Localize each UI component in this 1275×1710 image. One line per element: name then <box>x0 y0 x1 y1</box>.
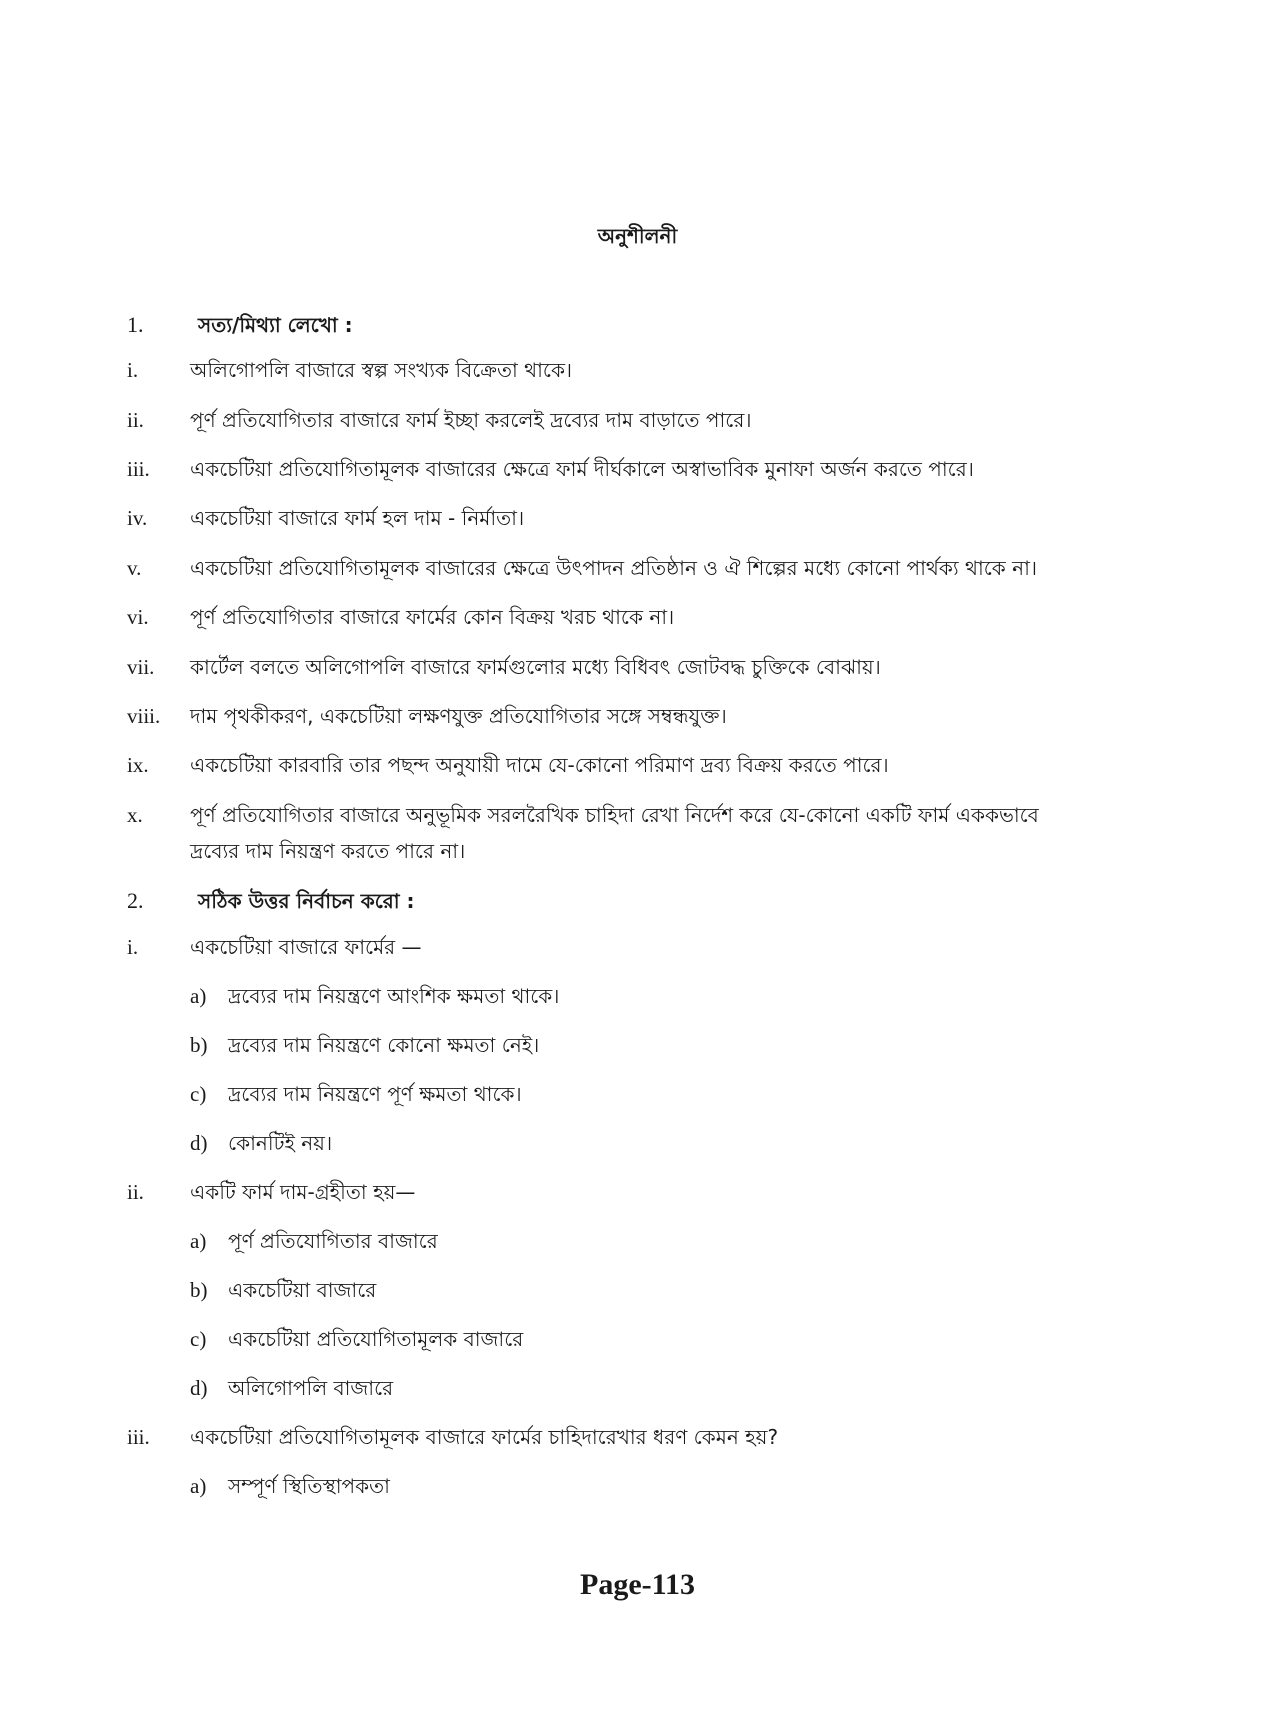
item-text: পূর্ণ প্রতিযোগিতার বাজারে ফার্ম ইচ্ছা করলেই দ্রব্যের দাম বাড়াতে পারে। <box>190 408 752 432</box>
question-text: একচেটিয়া বাজারে ফার্মের — <box>190 935 422 959</box>
option-text: একচেটিয়া বাজারে <box>228 1278 377 1302</box>
option-text: সম্পূর্ণ স্থিতিস্থাপকতা <box>228 1474 390 1498</box>
page-title: অনুশীলনী <box>597 224 678 248</box>
item-number: ii. <box>127 408 144 432</box>
option-label: a) <box>190 1474 207 1498</box>
option-text: কোনটিই নয়। <box>228 1131 333 1155</box>
item-text: অলিগোপলি বাজারে স্বল্প সংখ্যক বিক্রেতা থাকে। <box>190 358 573 382</box>
option-label: d) <box>190 1131 208 1155</box>
item-text: একচেটিয়া বাজারে ফার্ম হল দাম - নির্মাতা। <box>190 506 525 530</box>
item-number: viii. <box>127 704 161 728</box>
option-label: d) <box>190 1376 208 1400</box>
item-number: x. <box>127 803 143 827</box>
item-number: v. <box>127 556 142 580</box>
section-title: সত্য/মিথ্যা লেখো : <box>198 313 353 337</box>
question-number: iii. <box>127 1425 150 1449</box>
item-text: দাম পৃথকীকরণ, একচেটিয়া লক্ষণযুক্ত প্রতিযোগিতার সঙ্গে সম্বন্ধযুক্ত। <box>190 704 727 728</box>
question-text: একটি ফার্ম দাম-গ্রহীতা হয়— <box>190 1180 416 1204</box>
item-text: দ্রব্যের দাম নিয়ন্ত্রণ করতে পারে না। <box>190 839 466 863</box>
item-number: iv. <box>127 506 148 530</box>
item-number: ix. <box>127 753 149 777</box>
option-label: c) <box>190 1082 207 1106</box>
question-text: একচেটিয়া প্রতিযোগিতামূলক বাজারে ফার্মের চাহিদারেখার ধরণ কেমন হয়? <box>190 1425 779 1449</box>
option-label: a) <box>190 984 207 1008</box>
option-text: পূর্ণ প্রতিযোগিতার বাজারে <box>228 1229 438 1253</box>
item-text: একচেটিয়া প্রতিযোগিতামূলক বাজারের ক্ষেত্রে উৎপাদন প্রতিষ্ঠান ও ঐ শিল্পের মধ্যে কোনো পার্থক্য থাকে না। <box>190 556 1038 580</box>
item-number: vii. <box>127 655 155 679</box>
question-number: i. <box>127 935 139 959</box>
question-number: ii. <box>127 1180 144 1204</box>
option-label: b) <box>190 1278 208 1302</box>
option-text: দ্রব্যের দাম নিয়ন্ত্রণে পূর্ণ ক্ষমতা থাকে। <box>228 1082 522 1106</box>
item-text: একচেটিয়া কারবারি তার পছন্দ অনুযায়ী দামে যে-কোনো পরিমাণ দ্রব্য বিক্রয় করতে পারে। <box>190 753 889 777</box>
item-text: একচেটিয়া প্রতিযোগিতামূলক বাজারের ক্ষেত্রে ফার্ম দীর্ঘকালে অস্বাভাবিক মুনাফা অর্জন করতে পারে। <box>190 457 974 481</box>
item-number: iii. <box>127 457 150 481</box>
option-label: c) <box>190 1327 207 1351</box>
item-number: vi. <box>127 605 149 629</box>
option-label: a) <box>190 1229 207 1253</box>
option-label: b) <box>190 1033 208 1057</box>
item-text: পূর্ণ প্রতিযোগিতার বাজারে অনুভূমিক সরলরৈখিক চাহিদা রেখা নির্দেশ করে যে-কোনো একটি ফার্ম এককভাবে <box>190 803 1039 827</box>
item-text: কার্টেল বলতে অলিগোপলি বাজারে ফার্মগুলোর মধ্যে বিধিবৎ জোটবদ্ধ চুক্তিকে বোঝায়। <box>190 655 881 679</box>
option-text: দ্রব্যের দাম নিয়ন্ত্রণে কোনো ক্ষমতা নেই। <box>228 1033 540 1057</box>
section-number: 2. <box>127 888 144 913</box>
option-text: দ্রব্যের দাম নিয়ন্ত্রণে আংশিক ক্ষমতা থাকে। <box>228 984 560 1008</box>
section-number: 1. <box>127 312 144 337</box>
item-text: পূর্ণ প্রতিযোগিতার বাজারে ফার্মের কোন বিক্রয় খরচ থাকে না। <box>190 605 675 629</box>
option-text: একচেটিয়া প্রতিযোগিতামূলক বাজারে <box>228 1327 524 1351</box>
item-number: i. <box>127 358 139 382</box>
page-number: Page-113 <box>580 1568 695 1601</box>
option-text: অলিগোপলি বাজারে <box>228 1376 394 1400</box>
section-title: সঠিক উত্তর নির্বাচন করো : <box>198 889 415 913</box>
